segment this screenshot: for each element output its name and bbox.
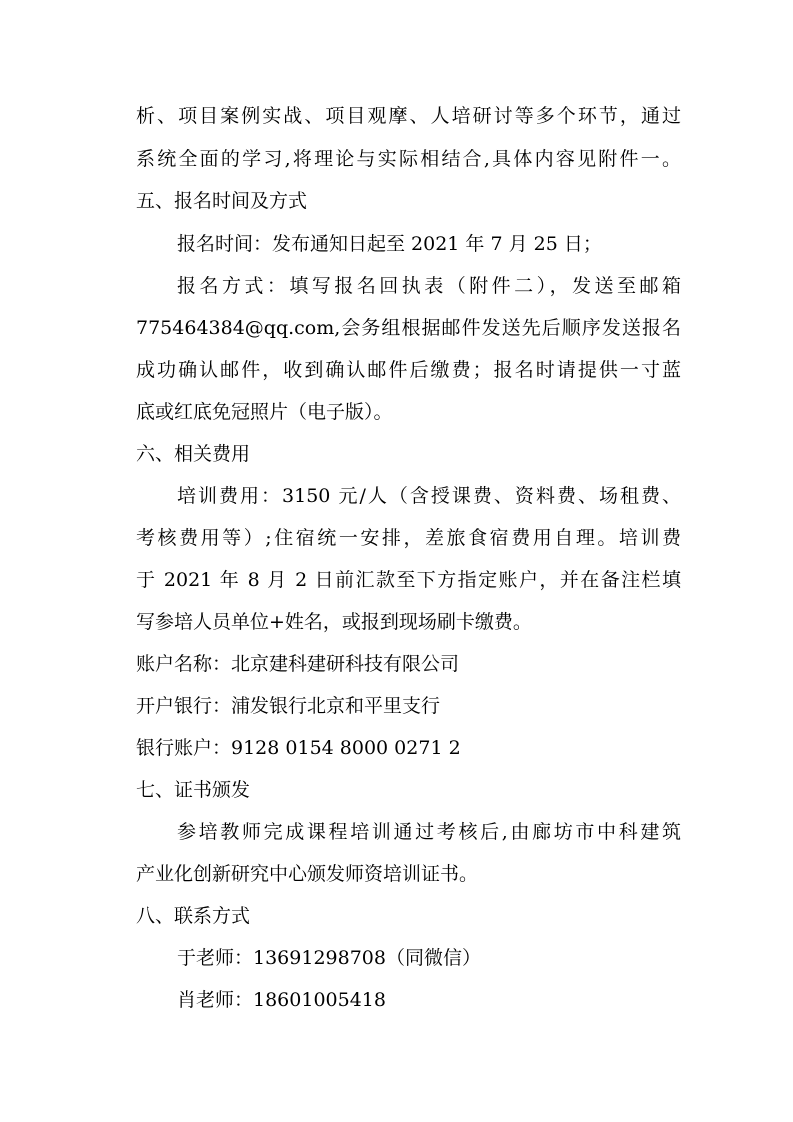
paragraph-line: 底或红底免冠照片（电子版）。: [136, 401, 393, 423]
registration-method: 报名方式：填写报名回执表（附件二），发送至邮箱: [177, 275, 681, 297]
paragraph-line: 成功确认邮件，收到确认邮件后缴费；报名时请提供一寸蓝: [136, 359, 681, 381]
paragraph-line: 产业化创新研究中心颁发师资培训证书。: [136, 863, 479, 885]
registration-time: 报名时间：发布通知日起至 2021 年 7 月 25 日；: [177, 233, 602, 255]
paragraph-line: 于 2021 年 8 月 2 日前汇款至下方指定账户，并在备注栏填: [136, 569, 681, 591]
section-heading-registration: 五、报名时间及方式: [136, 190, 308, 212]
section-heading-certificate: 七、证书颁发: [136, 779, 251, 801]
section-heading-contact: 八、联系方式: [136, 905, 251, 927]
paragraph-line: 系统全面的学习,将理论与实际相结合,具体内容见附件一。: [136, 148, 681, 170]
paragraph-line: 写参培人员单位+姓名，或报到现场刷卡缴费。: [136, 611, 532, 633]
bank-name: 开户银行：浦发银行北京和平里支行: [136, 695, 441, 717]
paragraph-line: 析、项目案例实战、项目观摩、人培研讨等多个环节，通过: [136, 105, 681, 127]
section-heading-fees: 六、相关费用: [136, 443, 251, 465]
bank-account: 银行账户：9128 0154 8000 0271 2: [136, 737, 461, 759]
account-name: 账户名称：北京建科建研科技有限公司: [136, 653, 460, 675]
certificate-text: 参培教师完成课程培训通过考核后,由廊坊市中科建筑: [177, 821, 681, 843]
paragraph-line: 考核费用等）;住宿统一安排，差旅食宿费用自理。培训费: [136, 527, 681, 549]
training-fee: 培训费用：3150 元/人（含授课费、资料费、场租费、: [177, 485, 681, 507]
contact-yu: 于老师：13691298708（同微信）: [177, 947, 481, 969]
contact-xiao: 肖老师：18601005418: [177, 989, 386, 1011]
paragraph-line: 775464384@qq.com,会务组根据邮件发送先后顺序发送报名: [136, 317, 681, 339]
